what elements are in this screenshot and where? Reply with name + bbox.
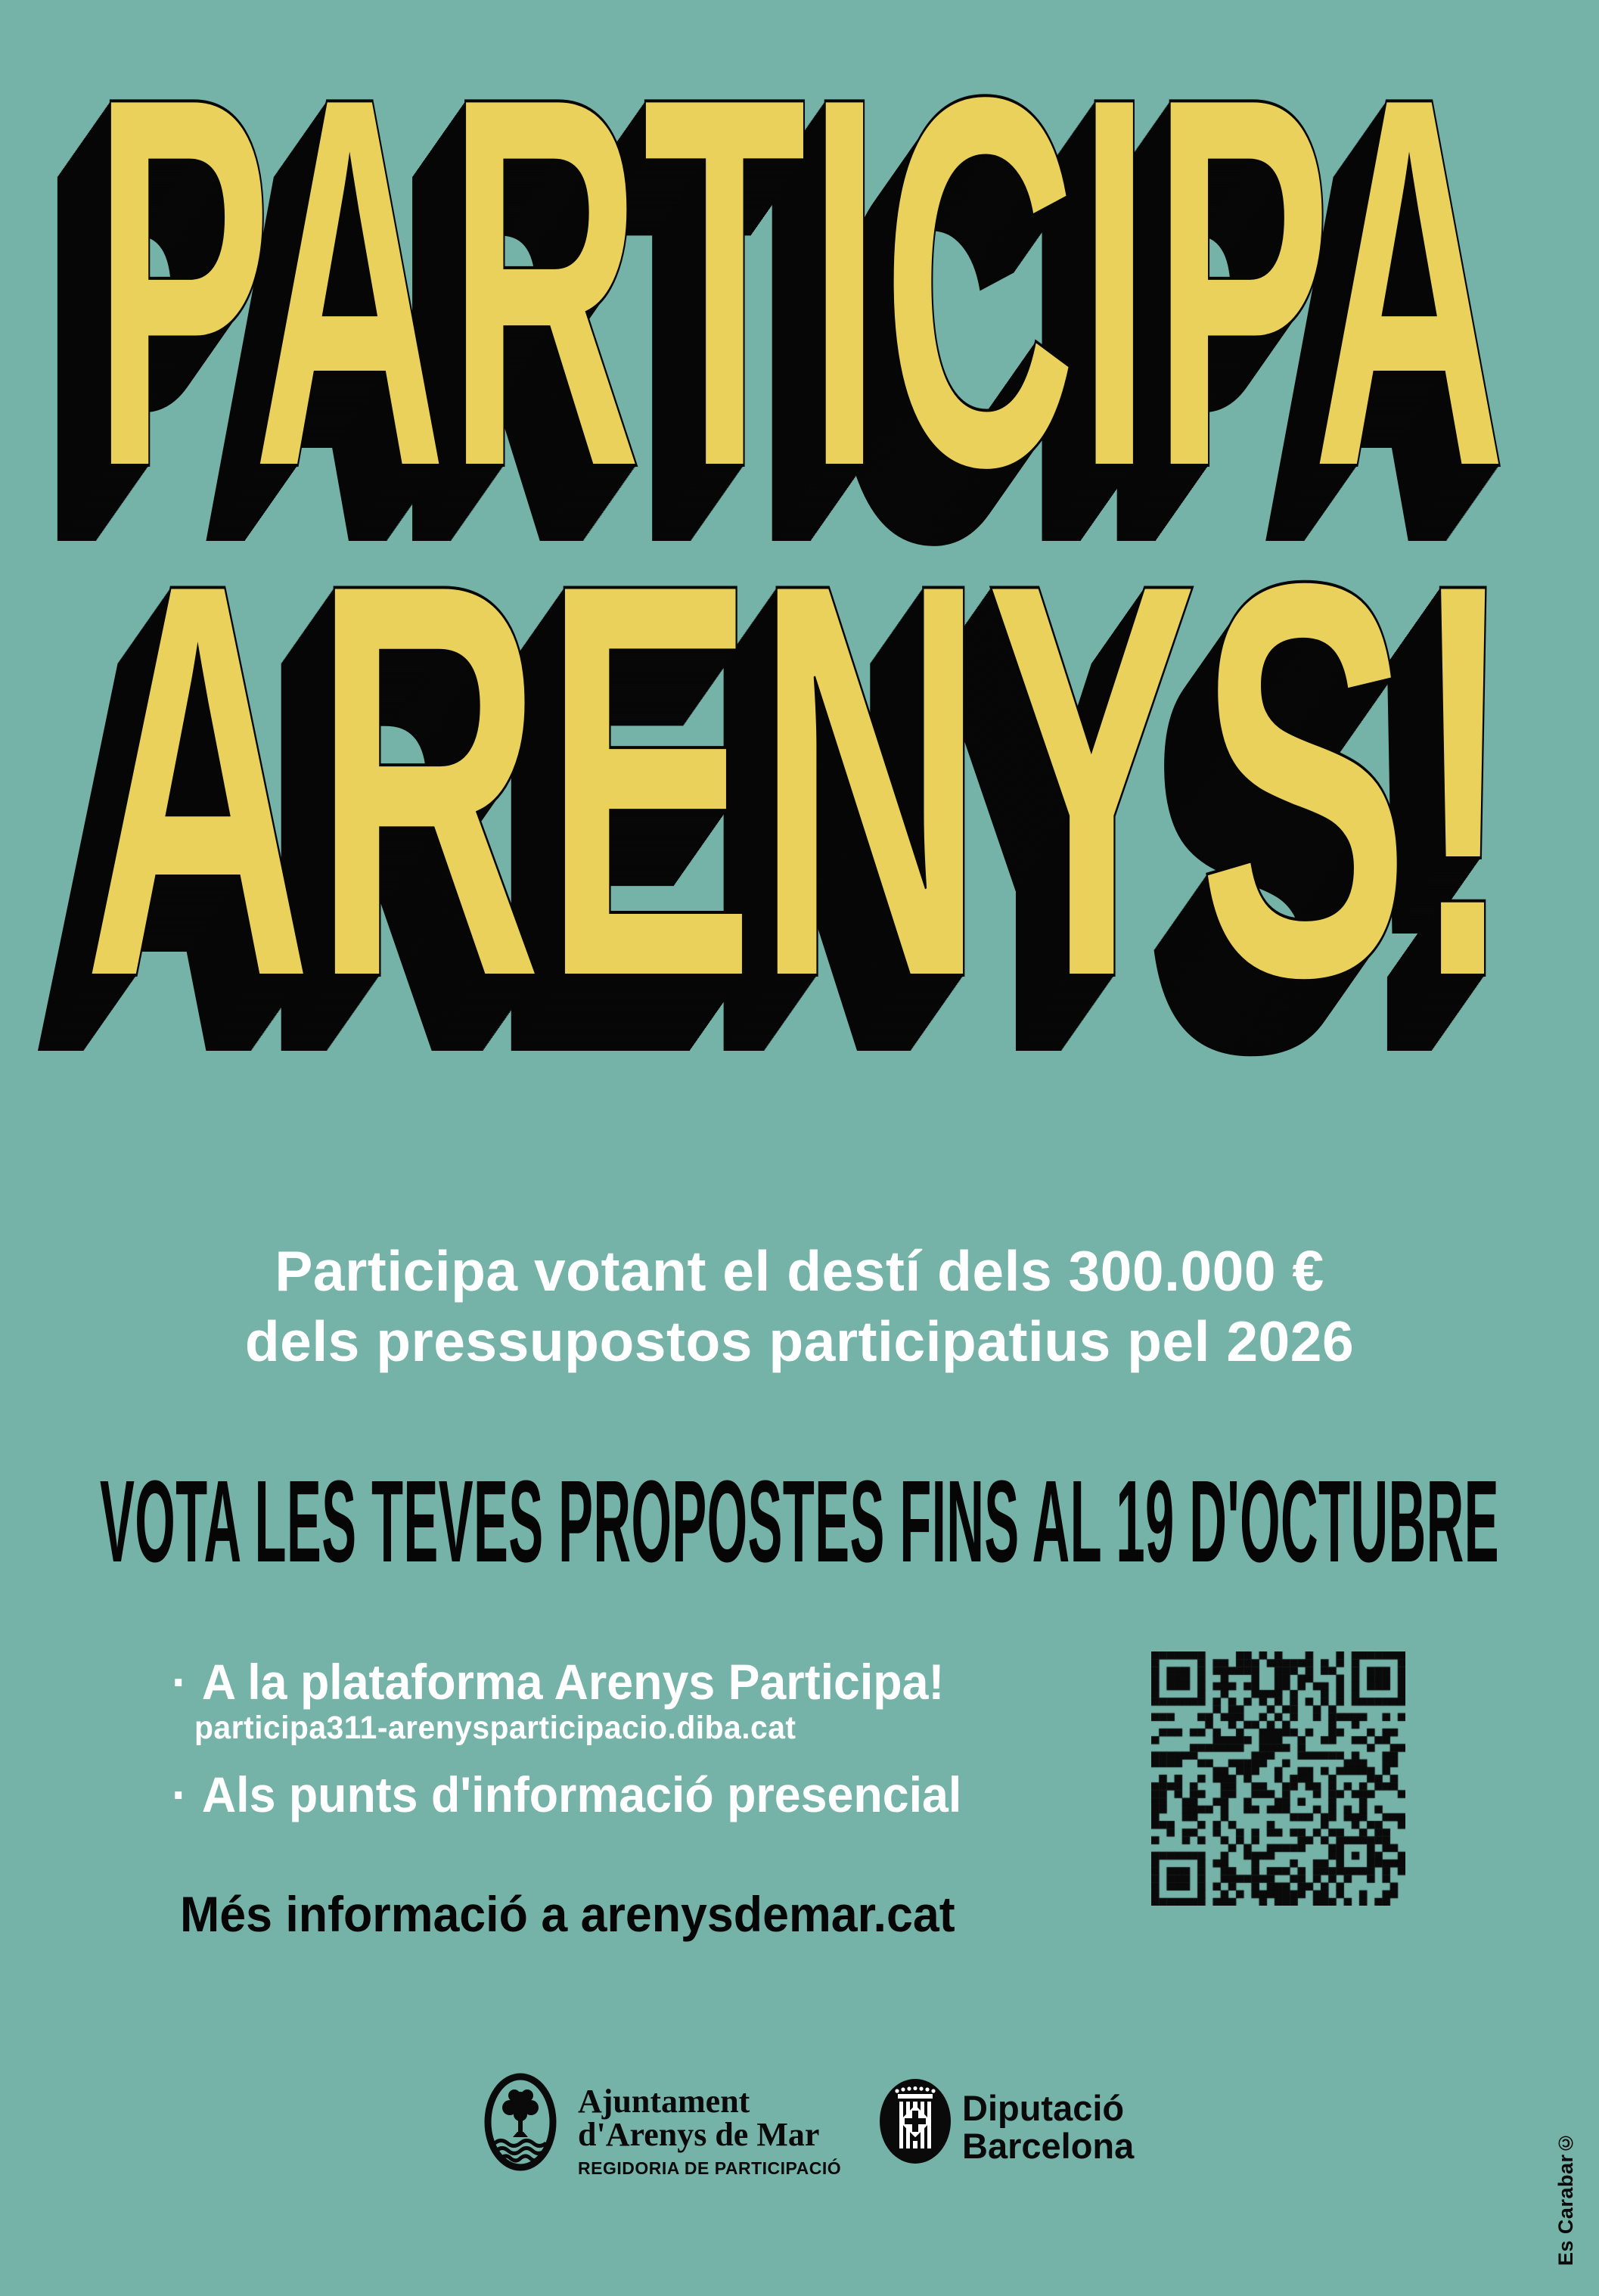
bullet-marker: · [172,1766,188,1822]
diputacio-line2: Barcelona [962,2126,1135,2166]
ajuntament-crest-icon [484,2073,557,2171]
diputacio-line1: Diputació [962,2088,1125,2128]
diputacio-logo-text [962,2089,1134,2165]
ajuntament-logo-text [578,2085,841,2179]
qr-code-icon [1151,1651,1405,1906]
ajuntament-name-line2: d'Arenys de Mar [578,2116,820,2153]
title-line-participa: PARTICIPA [92,0,1507,578]
diputacio-shield-icon [880,2079,951,2164]
subtitle-line-2: dels pressupostos participatius pel 2026 [244,1310,1355,1373]
ajuntament-department: REGIDORIA DE PARTICIPACIÓ [578,2158,842,2178]
bullet-platform [172,1654,945,1710]
more-info-line: Més informació a arenysdemar.cat [180,1886,955,1942]
platform-url: participa311-arenysparticipacio.diba.cat [194,1710,796,1746]
bullet-platform-label: A la plataforma Arenys Participa! [201,1654,945,1710]
deadline-headline: VOTA LES TEVES PROPOSTES FINS AL 19 D'OCTUBRE [100,1456,1499,1586]
subtitle [0,1236,1599,1377]
title-line-arenys: ARENYS! [82,465,1517,1095]
bullet-info-points [172,1766,962,1822]
bullet-info-points-label: Als punts d'informació presencial [201,1766,962,1822]
subtitle-line-1: Participa votant el destí dels 300.000 € [275,1239,1324,1303]
studio-credit: Es Carabar© [1554,2130,1577,2266]
ajuntament-name-line1: Ajuntament [578,2083,750,2120]
bullet-marker: · [172,1654,188,1710]
